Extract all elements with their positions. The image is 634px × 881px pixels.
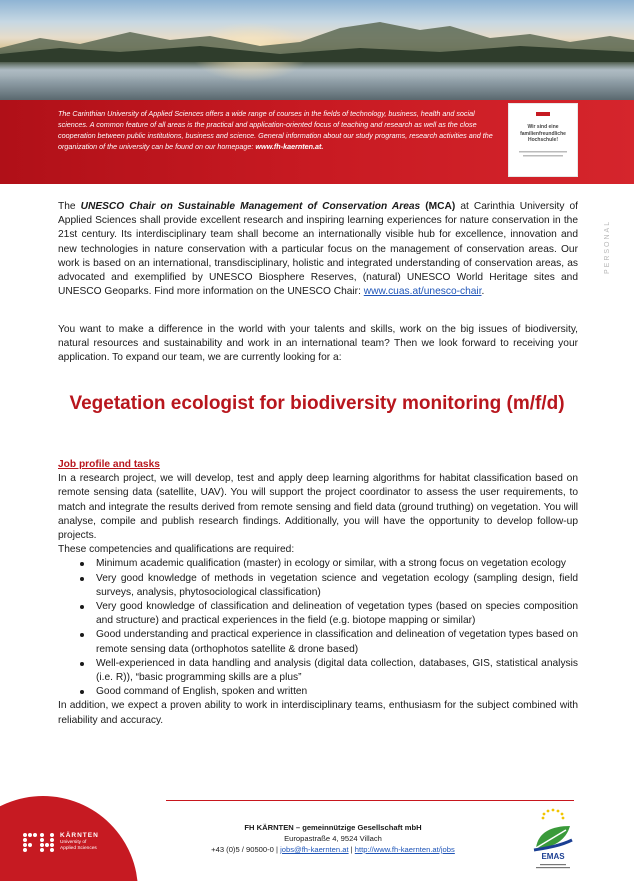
intro-paragraph: The UNESCO Chair on Sustainable Management of Conservation Areas (MCA) at Carinthia University of Applied Sciences shall provide excellent research and inspiring learning experiences for nature conservation in the 21st century. Its interdisciplinary team shall become an internationally visible hub for excellence, innovation and new technologies in nature conservation with a particular focus on the management of conservation areas. Our work is based on an international, transdisciplinary, holistic and integrated understanding of conservation areas, as advocated and exemplified by UNESCO Biosphere Reserves, (natural) UNESCO World Heritage sites and UNESCO Geoparks. Find more information on the UNESCO Chair: www.cuas.at/unesco-chair.	[58, 201, 578, 298]
job-title: Vegetation ecologist for biodiversity monitoring (m/f/d)	[69, 393, 565, 414]
footer-phone: +43 (0)5 / 90500-0 |	[211, 845, 281, 854]
footer-website-link[interactable]: http://www.fh-kaernten.at/jobs	[354, 845, 455, 854]
logo-text	[60, 832, 99, 852]
logo-line2: Applied Sciences	[60, 846, 97, 851]
emas-logo	[528, 808, 578, 874]
footer-contact-line: +43 (0)5 / 90500-0 | jobs@fh-kaernten.at | http://www.fh-kaernten.at/jobs	[211, 845, 455, 854]
footer-address: Europastraße 4, 9524 Villach	[284, 834, 382, 843]
badge-fine-print-icon	[515, 150, 571, 160]
eu-stars-icon	[536, 808, 570, 822]
list-item: Very good knowledge of methods in vegetation science and vegetation ecology (sampling design, field surveys, analysis, phytosociological classification)	[58, 572, 578, 600]
job-profile-section	[58, 458, 578, 728]
chair-name: UNESCO Chair on Sustainable Management of Conservation Areas	[80, 201, 421, 212]
logo-name: KÄRNTEN	[60, 832, 99, 839]
logo-line1: University of	[60, 840, 87, 845]
footer-org: FH KÄRNTEN – gemeinnützige Gesellschaft mbH	[244, 823, 422, 832]
list-item: Well-experienced in data handling and analysis (digital data collection, databases, GIS, statistical analysis (i.e. R)), “basic programming skills are a plus”	[58, 657, 578, 685]
emas-fine-print-icon	[528, 863, 578, 871]
footer-contact	[168, 822, 498, 855]
list-item: Good understanding and practical experience in classification and delineation of vegetation types based on remote sensing data (orthophotos satellite & drone based)	[58, 628, 578, 656]
side-label: PERSONAL	[604, 219, 611, 274]
chair-abbrev: (MCA)	[420, 201, 456, 212]
badge-logo-icon	[536, 110, 550, 118]
invite-paragraph: You want to make a difference in the world with your talents and skills, work on the big issues of biodiversity, natural resources and sustainability and work in an international team? Then we look forward to receiving your application. To expand our team, we are currently looking for a:	[58, 324, 578, 364]
list-item: Minimum academic qualification (master) in ecology or similar, with a strong focus on vegetation ecology	[58, 557, 578, 571]
header-landscape-image	[0, 0, 634, 100]
badge-title: Wir sind eine familienfreundliche Hochschule!	[520, 124, 566, 143]
emas-leaf-icon	[532, 822, 574, 852]
requirements-intro: These competencies and qualifications are required:	[58, 544, 295, 556]
unesco-chair-link[interactable]: www.cuas.at/unesco-chair	[363, 286, 482, 298]
mountain-silhouette	[0, 18, 634, 62]
family-friendly-badge	[508, 103, 578, 177]
emas-label: EMAS	[541, 852, 565, 861]
requirements-list	[58, 557, 578, 699]
footer-email-link[interactable]: jobs@fh-kaernten.at	[280, 845, 349, 854]
homepage-link[interactable]: www.fh-kaernten.at.	[255, 142, 324, 151]
university-logo	[22, 832, 142, 856]
footer-divider	[166, 800, 574, 801]
banner-text: The Carinthian University of Applied Sciences offers a wide range of courses in the fields of technology, business, health and social sciences. A common feature of all areas is the practical and application-oriented focus of teaching and research as well as the close cooperation between public institutions, business and science. General information about our study programs, research activities and the organization of the university can be found on our homepage: www.fh-kaernten.at.	[58, 109, 493, 151]
closing-text: In addition, we expect a proven ability to work in interdisciplinary teams, enthusiasm for the subject combined with reliability and accuracy.	[58, 700, 578, 726]
section-heading: Job profile and tasks	[58, 459, 160, 470]
fh-logo-icon	[22, 832, 56, 854]
list-item: Good command of English, spoken and written	[58, 685, 578, 699]
list-item: Very good knowledge of classification and delineation of vegetation types (based on species composition and structure) and practical experiences in the field (e.g. biotope mapping or similar)	[58, 600, 578, 628]
job-description: In a research project, we will develop, test and apply deep learning algorithms for habitat classification based on remote sensing data (satellite, UAV). You will support the project coordinator to assess the user requirements, to match and integrate the results derived from remote sensing and field data (ground truthing) on vegetation. You will analyse, compile and publish research findings. Additionally, you will have the opportunity to develop follow-up projects.	[58, 473, 578, 542]
